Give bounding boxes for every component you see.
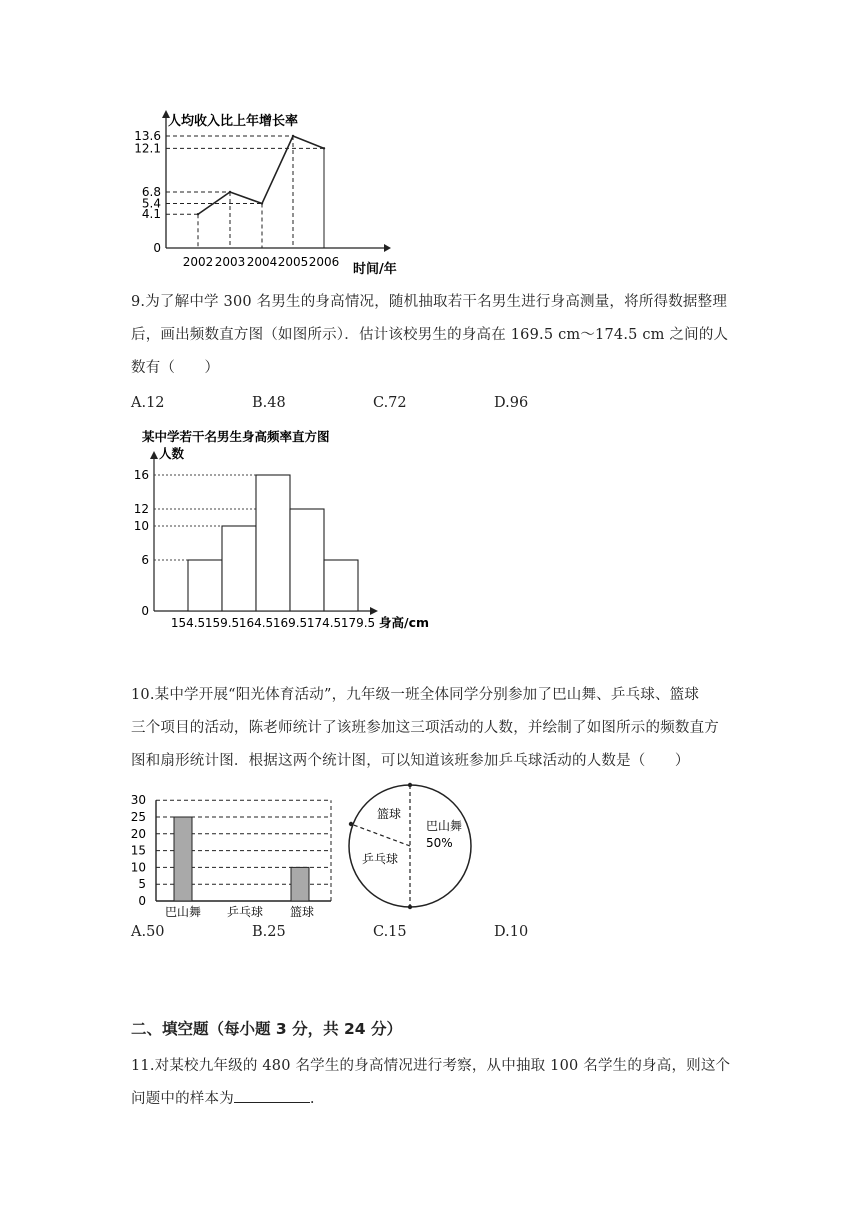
chart1-point [197,213,199,215]
chart3-y-tick-label: 20 [130,826,146,841]
chart1-x-tick-label: 2006 [308,255,340,269]
chart1-axes [162,110,391,252]
chart3-bars [174,817,309,901]
pie-label-bashan: 巴山舞 [426,819,463,833]
chart1-point [229,191,231,193]
question-9-option-a: A.12 [131,395,165,411]
chart2-x-tick-label: 164.5 [238,616,274,630]
chart2-y-tick-label: 16 [133,468,149,482]
chart1-guide-lines [166,136,324,248]
chart2-xlabel: 身高/cm [379,615,430,630]
chart3-y-tick-label: 10 [130,860,146,875]
pie-label-pingpong: 乒乓球 [362,852,399,866]
height-histogram-chart [130,427,440,637]
pie-label-basketball: 篮球 [377,807,402,821]
chart2-bars [188,475,358,611]
chart3-category-label: 篮球 [289,905,315,919]
chart3-y-tick-label: 25 [130,810,146,824]
section-2-heading: 二、填空题（每小题 3 分，共 24 分） [131,1020,402,1038]
chart2-bar [222,526,256,611]
chart3-y-tick-label: 15 [130,843,146,858]
question-10-option-a: A.50 [131,924,165,940]
chart1-title: 人均收入比上年增长率 [168,114,299,129]
chart2-x-tick-label: 179.5 [340,616,376,630]
chart3-y-tick-label: 5 [138,877,146,892]
chart1-y-tick-label: 5.4 [141,196,161,211]
question-9-option-b: B.48 [252,395,286,411]
chart1-y-tick-label: 13.6 [134,129,161,143]
chart2-y-tick-labels [134,468,149,618]
chart2-bar [324,560,358,611]
chart2-y-tick-label: 12 [133,502,149,516]
question-9-line-1: 9.为了解中学 300 名男生的身高情况，随机抽取若干名男生进行身高测量，将所得数据整理 [131,294,728,310]
chart2-bar [188,560,222,611]
pie-left-dot [349,822,353,826]
chart3-category-label: 乒乓球 [226,905,264,919]
chart1-series-line [198,136,324,214]
chart2-ylabel: 人数 [159,446,185,461]
pie-divider-slanted [351,824,410,846]
chart1-x-tick-label: 2005 [277,255,309,269]
question-9-text [131,286,733,385]
chart2-x-tick-label: 169.5 [272,616,308,630]
chart2-title: 某中学若干名男生身高频率直方图 [142,429,330,444]
chart1-y-tick-labels [134,129,161,255]
chart3-category-label: 巴山舞 [164,905,202,919]
chart1-point [292,135,294,137]
chart2-y-tick-label: 10 [133,519,149,533]
question-11-line-2-prefix: 问题中的样本为 [131,1091,234,1107]
question-11-line-2-suffix: . [309,1091,315,1107]
chart1-x-tick-label: 2002 [182,255,214,269]
question-10-line-1: 10.某中学开展“阳光体育活动”，九年级一班全体同学分别参加了巴山舞、乒乓球、篮球 [131,687,700,703]
question-10-line-2: 三个项目的活动，陈老师统计了该班参加这三项活动的人数，并绘制了如图所示的频数直方 [131,720,719,736]
chart1-x-tick-labels [183,255,340,269]
chart1-point [323,147,325,149]
activity-pie-chart [344,776,480,916]
answer-blank[interactable] [234,1088,310,1103]
question-11-line-1: 11.对某校九年级的 480 名学生的身高情况进行考察，从中抽取 100 名学生的身高，则这个 [131,1058,731,1074]
question-9-option-d: D.96 [494,395,529,411]
chart1-y-tick-label: 12.1 [134,141,161,156]
chart2-y-tick-label: 0 [141,604,149,618]
chart3-bar [174,817,192,901]
activity-bar-chart [128,779,343,921]
chart1-point [261,202,263,204]
pie-center-dot [408,783,412,787]
chart2-y-arrow [150,451,158,459]
chart2-x-arrow [370,607,378,615]
income-growth-line-chart [134,108,415,278]
question-11-line-2 [131,1083,733,1116]
pie-label-bashan-percent: 50% [426,836,453,850]
question-9-option-c: C.72 [373,395,407,411]
question-11-text [131,1050,733,1116]
chart2-x-tick-label: 174.5 [306,616,342,630]
chart2-bar [290,509,324,611]
chart3-bar [291,867,309,901]
question-10-option-c: C.15 [373,924,407,940]
chart1-y-tick-label: 0 [153,241,161,255]
question-9-line-2: 后，画出频数直方图（如图所示）．估计该校男生的身高在 169.5 cm～174.5 cm 之间的人 [131,327,729,343]
chart2-x-tick-label: 159.5 [204,616,240,630]
chart2-y-tick-label: 6 [141,553,149,567]
chart1-xlabel: 时间/年 [353,262,397,277]
question-10-line-3: 图和扇形统计图．根据这两个统计图，可以知道该班参加乒乓球活动的人数是（ ） [131,753,690,769]
chart3-y-tick-label: 0 [138,894,146,908]
chart2-bar [256,475,290,611]
question-10-text [131,679,733,778]
chart3-y-tick-label: 30 [130,793,146,808]
chart1-x-tick-label: 2003 [214,255,246,269]
chart3-y-tick-labels [131,793,146,908]
chart1-x-arrow [384,244,391,252]
pie-bottom-dot [408,905,412,909]
question-9-line-3: 数有（ ） [131,360,220,376]
chart2-x-tick-label: 154.5 [170,616,206,630]
question-10-option-d: D.10 [494,924,529,940]
chart1-y-tick-label: 6.8 [141,185,161,199]
chart2-x-tick-labels [171,616,375,630]
chart1-x-tick-label: 2004 [246,255,278,269]
chart3-category-labels [165,904,314,919]
chart1-y-tick-label: 4.1 [141,207,161,222]
question-10-option-b: B.25 [252,924,286,940]
